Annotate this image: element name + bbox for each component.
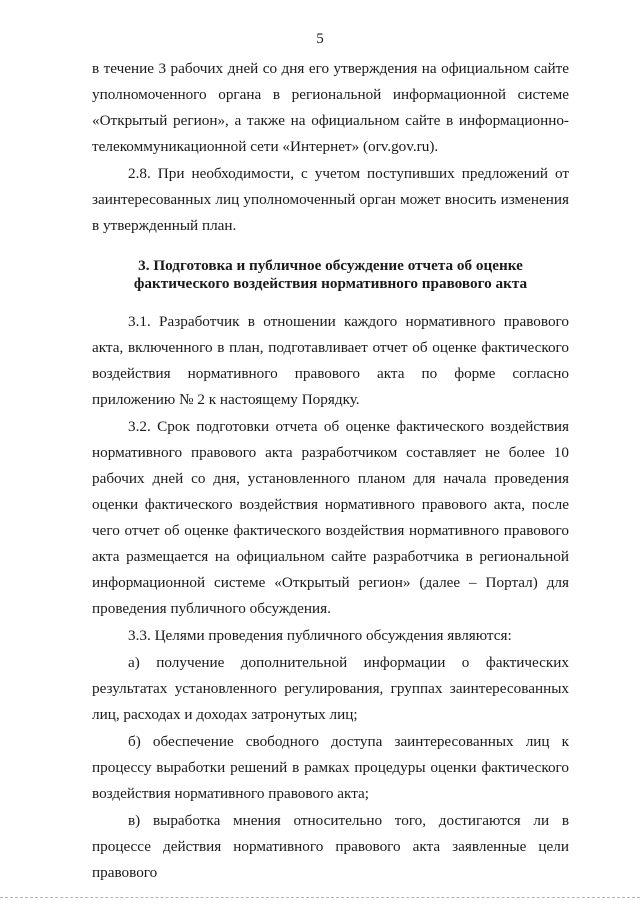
list-item-c: в) выработка мнения относительно того, достигаются ли в процессе действия нормативного правового акта заявленные цели правового [92, 812, 569, 881]
list-item-b: б) обеспечение свободного доступа заинтересованных лиц к процессу выработки решений в рамках процедуры оценки фактического воздействия нормативного правового акта; [92, 733, 569, 802]
section-heading-line-2: фактического воздействия нормативного правового акта [133, 275, 528, 292]
section-heading-line-1: 3. Подготовка и публичное обсуждение отчета об оценке [138, 257, 523, 274]
paragraph-3-1: 3.1. Разработчик в отношении каждого нормативного правового акта, включенного в план, подготавливает отчет об оценке фактического воздействия нормативного правового акта по форме согласно приложению № 2 к настоящему Порядку. [92, 313, 569, 408]
page-number: 5 [316, 31, 324, 47]
page-bottom-edge [0, 897, 640, 898]
section-heading [92, 257, 569, 293]
document-body [92, 56, 569, 886]
paragraph-3-3: 3.3. Целями проведения публичного обсуждения являются: [128, 627, 512, 644]
list-item-a: а) получение дополнительной информации о фактических результатах установленного регулирования, группах заинтересованных лиц, расходах и доходах затронутых лиц; [92, 654, 569, 723]
paragraph-continuation: в течение 3 рабочих дней со дня его утверждения на официальном сайте уполномоченного органа в региональной информационной системе «Открытый регион», а также на официальном сайте в информационно-телекоммуникационной сети «Интернет» (orv.gov.ru). [92, 60, 569, 155]
paragraph-3-2: 3.2. Срок подготовки отчета об оценке фактического воздействия нормативного правового акта разработчиком составляет не более 10 рабочих дней со дня, установленного планом для начала проведения оценки фактического воздействия нормативного правового акта, после чего отчет об оценке фактического воздействия нормативного правового акта размещается на официальном сайте разработчика в региональной информационной системе «Открытый регион» (далее – Портал) для проведения публичного обсуждения. [92, 418, 569, 617]
paragraph-2-8: 2.8. При необходимости, с учетом поступивших предложений от заинтересованных лиц уполномоченный орган может вносить изменения в утвержденный план. [92, 165, 569, 234]
